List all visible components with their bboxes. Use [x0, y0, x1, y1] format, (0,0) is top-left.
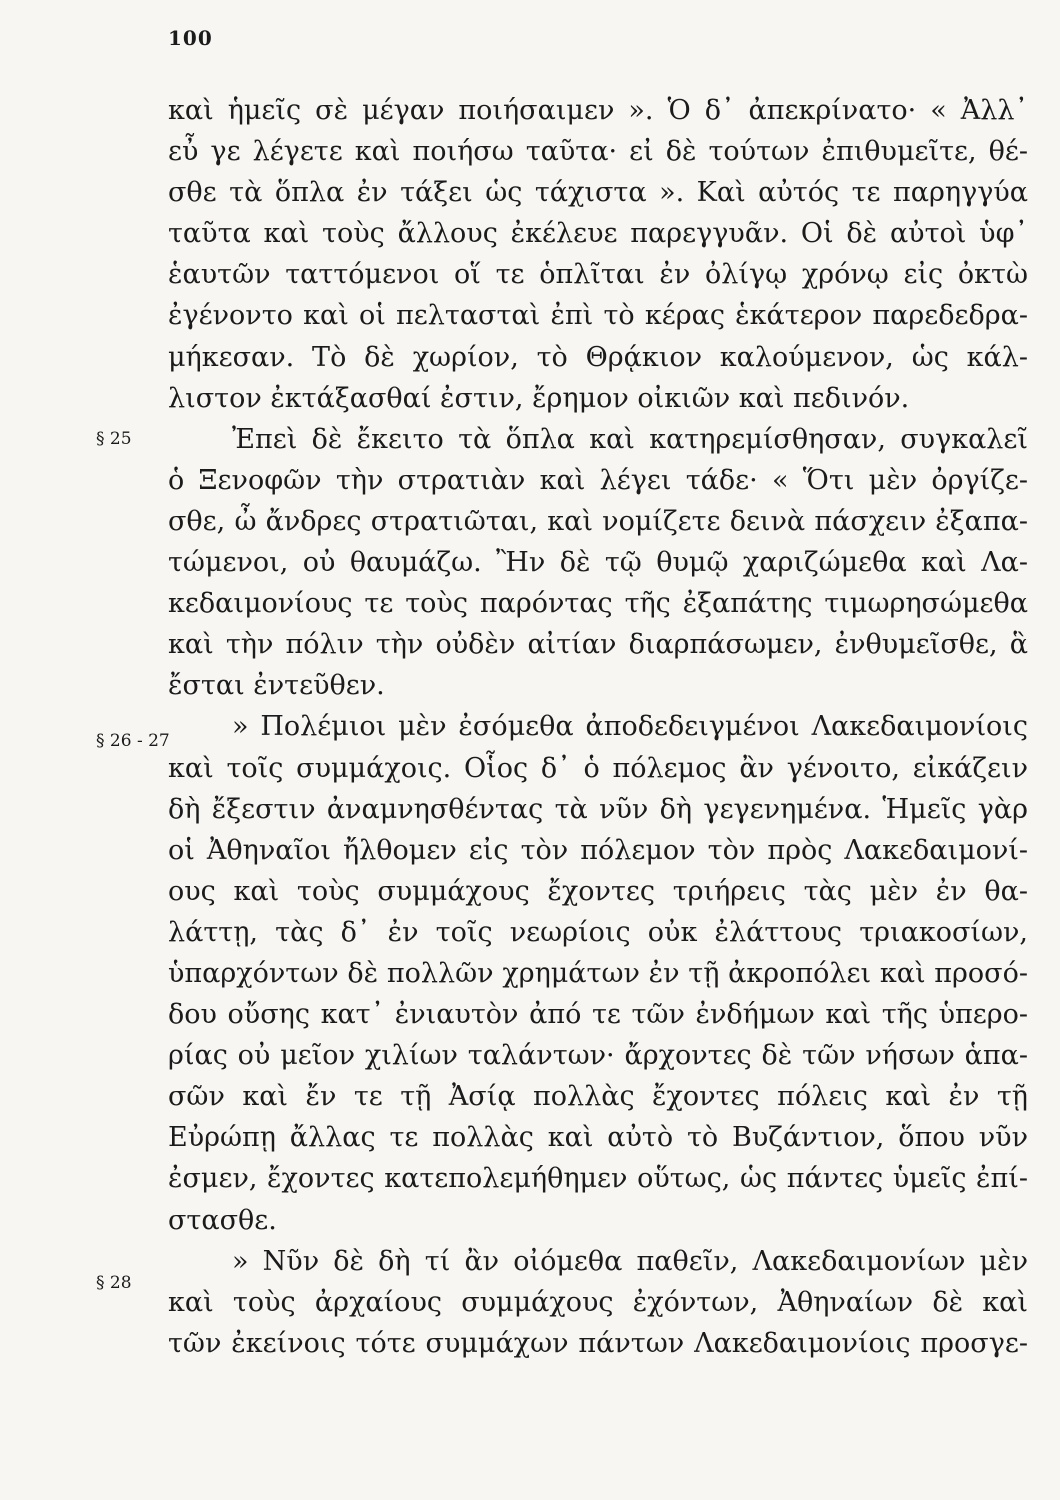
section-marker-28: § 28	[96, 1273, 132, 1293]
text-line: ἑαυτῶν ταττόμενοι οἵ τε ὁπλῖται ἐν ὀλίγῳ χρόνῳ εἰς ὀκτὼ	[168, 259, 1028, 291]
text-line: δὴ ἔξεστιν ἀναμνησθέντας τὰ νῦν δὴ γεγενημένα. Ἡμεῖς γὰρ	[168, 793, 1028, 825]
text-line: ἐσμεν, ἔχοντες κατεπολεμήθημεν οὕτως, ὡς πάντες ὑμεῖς ἐπί-	[168, 1163, 1028, 1195]
text-line: τῶν ἐκείνοις τότε συμμάχων πάντων Λακεδαιμονίοις προσγε-	[168, 1327, 1028, 1359]
text-line: οἱ Ἀθηναῖοι ἤλθομεν εἰς τὸν πόλεμον τὸν πρὸς Λακεδαιμονί-	[168, 834, 1028, 866]
paragraph-start-line: Ἐπεὶ δὲ ἔκειτο τὰ ὅπλα καὶ κατηρεμίσθησαν, συγκαλεῖ	[232, 423, 1028, 455]
text-line: ὑπαρχόντων δὲ πολλῶν χρημάτων ἐν τῇ ἀκροπόλει καὶ προσό-	[168, 957, 1028, 989]
paragraph-start-line: » Πολέμιοι μὲν ἐσόμεθα ἀποδεδειγμένοι Λακεδαιμονίοις	[232, 711, 1028, 743]
text-line: ταῦτα καὶ τοὺς ἄλλους ἐκέλευε παρεγγυᾶν. Οἱ δὲ αὐτοὶ ὑφ᾽	[168, 218, 1028, 250]
text-line: καὶ τοῖς συμμάχοις. Οἷος δ᾽ ὁ πόλεμος ἂν γένοιτο, εἰκάζειν	[168, 752, 1028, 784]
text-line: λάττῃ, τὰς δ᾽ ἐν τοῖς νεωρίοις οὐκ ἐλάττους τριακοσίων,	[168, 916, 1028, 948]
greek-text-body	[168, 90, 1028, 1364]
text-line: μήκεσαν. Τὸ δὲ χωρίον, τὸ Θρᾴκιον καλούμενον, ὡς κάλ-	[168, 341, 1028, 373]
text-line: δου οὔσης κατ᾽ ἐνιαυτὸν ἀπό τε τῶν ἐνδήμων καὶ τῆς ὑπερο-	[168, 999, 1028, 1031]
text-line: κεδαιμονίους τε τοὺς παρόντας τῆς ἐξαπάτης τιμωρησώμεθα	[168, 588, 1028, 620]
text-line: ρίας οὐ μεῖον χιλίων ταλάντων· ἄρχοντες δὲ τῶν νήσων ἁπα-	[168, 1040, 1028, 1072]
text-line: σθε τὰ ὅπλα ἐν τάξει ὡς τάχιστα ». Καὶ αὐτός τε παρηγγύα	[168, 177, 1028, 209]
text-line: τώμενοι, οὐ θαυμάζω. Ἢν δὲ τῷ θυμῷ χαριζώμεθα καὶ Λα-	[168, 547, 1028, 579]
section-marker-26-27: § 26 - 27	[96, 731, 170, 751]
text-line: ὁ Ξενοφῶν τὴν στρατιὰν καὶ λέγει τάδε· « Ὅτι μὲν ὀργίζε-	[168, 464, 1028, 496]
text-line: σθε, ὦ ἄνδρες στρατιῶται, καὶ νομίζετε δεινὰ πάσχειν ἐξαπα-	[168, 505, 1028, 537]
section-marker-25: § 25	[96, 429, 132, 449]
text-line: λιστον ἐκτάξασθαί ἐστιν, ἔρημον οἰκιῶν καὶ πεδινόν.	[168, 382, 910, 414]
text-line: στασθε.	[168, 1204, 277, 1236]
paragraph-start-line: » Νῦν δὲ δὴ τί ἂν οἰόμεθα παθεῖν, Λακεδαιμονίων μὲν	[232, 1245, 1028, 1277]
text-line: καὶ ἡμεῖς σὲ μέγαν ποιήσαιμεν ». Ὁ δ᾽ ἀπεκρίνατο· « Ἀλλ᾽	[168, 95, 1028, 126]
page-number: 100	[168, 26, 213, 50]
text-line: ἐγένοντο καὶ οἱ πελτασταὶ ἐπὶ τὸ κέρας ἑκάτερον παρεδεδρα-	[168, 300, 1028, 332]
text-line: ἔσται ἐντεῦθεν.	[168, 670, 385, 702]
text-line: Εὐρώπῃ ἄλλας τε πολλὰς καὶ αὐτὸ τὸ Βυζάντιον, ὅπου νῦν	[168, 1122, 1028, 1154]
text-line: σῶν καὶ ἔν τε τῇ Ἀσίᾳ πολλὰς ἔχοντες πόλεις καὶ ἐν τῇ	[168, 1081, 1028, 1113]
text-line: καὶ τοὺς ἀρχαίους συμμάχους ἐχόντων, Ἀθηναίων δὲ καὶ	[168, 1286, 1028, 1318]
text-line: εὖ γε λέγετε καὶ ποιήσω ταῦτα· εἰ δὲ τούτων ἐπιθυμεῖτε, θέ-	[168, 136, 1028, 168]
text-line: καὶ τὴν πόλιν τὴν οὐδὲν αἰτίαν διαρπάσωμεν, ἐνθυμεῖσθε, ἃ	[168, 629, 1028, 661]
text-line: ους καὶ τοὺς συμμάχους ἔχοντες τριήρεις τὰς μὲν ἐν θα-	[168, 875, 1028, 907]
